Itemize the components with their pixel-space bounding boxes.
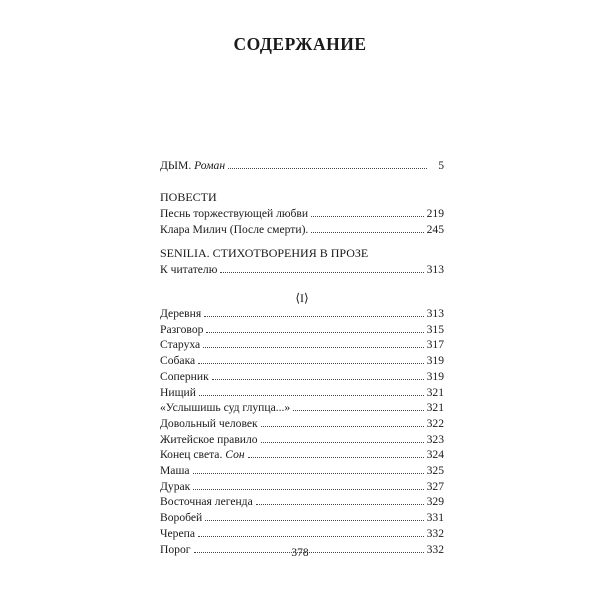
leader-dots bbox=[198, 363, 423, 364]
toc-entry-page: 245 bbox=[426, 223, 444, 236]
toc-entry[interactable] bbox=[160, 494, 444, 510]
toc-entry-page: 332 bbox=[426, 542, 444, 556]
page-number: 378 bbox=[291, 547, 309, 559]
leader-dots bbox=[248, 457, 424, 458]
toc-entry-page: 331 bbox=[426, 511, 444, 525]
toc-entry-page: 315 bbox=[426, 322, 444, 336]
toc-entry-label: Житейское правило bbox=[160, 432, 258, 446]
toc-entry-genre: Роман bbox=[194, 159, 226, 172]
toc-entry-label: Песнь торжествующей любви bbox=[160, 207, 309, 220]
section-heading-povesti: ПОВЕСТИ bbox=[160, 190, 217, 204]
toc-entry-page: 327 bbox=[426, 479, 444, 493]
toc-entry[interactable] bbox=[160, 526, 444, 542]
section-heading-senilia: SENILIA. СТИХОТВОРЕНИЯ В ПРОЗЕ bbox=[160, 246, 369, 260]
toc-entry-label: Порог bbox=[160, 542, 191, 556]
leader-dots bbox=[261, 426, 424, 427]
toc-entry[interactable] bbox=[160, 337, 444, 353]
toc-entry[interactable] bbox=[160, 447, 444, 463]
leader-dots bbox=[205, 520, 423, 521]
leader-dots bbox=[204, 316, 423, 317]
toc-entry[interactable] bbox=[160, 353, 444, 369]
leader-dots bbox=[261, 442, 424, 443]
toc-entry-label: Восточная легенда bbox=[160, 495, 253, 509]
leader-dots bbox=[212, 379, 424, 380]
leader-dots bbox=[198, 536, 424, 537]
toc-entry-page: 319 bbox=[426, 354, 444, 368]
toc-entry-page: 325 bbox=[426, 464, 444, 477]
toc-entry[interactable] bbox=[160, 222, 444, 238]
leader-dots bbox=[256, 504, 424, 505]
toc-entry-label: Разговор bbox=[160, 322, 204, 336]
leader-dots bbox=[193, 489, 423, 490]
toc-entry[interactable] bbox=[160, 432, 444, 448]
leader-dots bbox=[293, 410, 423, 411]
toc-entry-page: 329 bbox=[426, 495, 444, 509]
toc-entry-label: Конец света. bbox=[160, 448, 226, 462]
leader-dots bbox=[228, 168, 427, 169]
toc-entry[interactable] bbox=[160, 510, 444, 526]
toc-entry-page: 321 bbox=[426, 401, 444, 415]
toc-entry-dym[interactable] bbox=[160, 158, 444, 174]
leader-dots bbox=[203, 347, 423, 348]
toc-entry-page: 324 bbox=[426, 448, 444, 462]
toc-entry-label: Старуха bbox=[160, 338, 201, 352]
toc-entry[interactable] bbox=[160, 206, 444, 222]
toc-entry-page: 332 bbox=[426, 526, 444, 540]
toc-entry-label: Соперник bbox=[160, 369, 209, 383]
toc-entry-page: 5 bbox=[438, 159, 444, 172]
toc-entry-label: Черепа bbox=[160, 526, 195, 540]
leader-dots bbox=[220, 272, 423, 273]
leader-dots bbox=[206, 332, 423, 333]
toc-entry-label: Деревня bbox=[160, 307, 202, 320]
toc-entry[interactable] bbox=[160, 463, 444, 479]
toc-entry-label: Воробей bbox=[160, 511, 203, 525]
toc-entry-label: Дурак bbox=[160, 479, 191, 493]
toc-entry-page: 321 bbox=[426, 385, 444, 399]
toc-entry-genre: Сон bbox=[225, 448, 245, 462]
toc-entry-label: К читателю bbox=[160, 263, 218, 276]
toc-entry[interactable] bbox=[160, 262, 444, 278]
toc-entry-page: 317 bbox=[426, 338, 444, 352]
toc-entry-label: Маша bbox=[160, 464, 190, 477]
toc-entry-label: Клара Милич (После смерти). bbox=[160, 223, 309, 236]
leader-dots bbox=[311, 232, 423, 233]
leader-dots bbox=[193, 473, 424, 474]
toc-entry[interactable] bbox=[160, 385, 444, 401]
toc-entry-page: 322 bbox=[426, 416, 444, 430]
toc-entry-page: 313 bbox=[426, 307, 444, 320]
toc-entry-page: 319 bbox=[426, 369, 444, 383]
toc-entry-page: 323 bbox=[426, 432, 444, 446]
toc-entry[interactable] bbox=[160, 479, 444, 495]
toc-entry[interactable] bbox=[160, 322, 444, 338]
toc-entry-label: «Услышишь суд глупца...» bbox=[160, 401, 291, 415]
toc-entry[interactable] bbox=[160, 416, 444, 432]
toc-entry[interactable] bbox=[160, 400, 444, 416]
leader-dots bbox=[311, 216, 424, 217]
page-title: СОДЕРЖАНИЕ bbox=[233, 34, 367, 54]
toc-entry-label: Довольный человек bbox=[160, 416, 258, 430]
toc-entry-label: Собака bbox=[160, 354, 196, 368]
toc-entry-page: 219 bbox=[426, 207, 444, 220]
toc-entry[interactable] bbox=[160, 369, 444, 385]
leader-dots bbox=[199, 395, 424, 396]
toc-entry-label: Нищий bbox=[160, 385, 196, 399]
part-marker: ⟨I⟩ bbox=[295, 291, 309, 305]
toc-entry-label: ДЫМ. bbox=[160, 159, 195, 172]
toc-entry[interactable] bbox=[160, 306, 444, 322]
toc-entry-page: 313 bbox=[426, 263, 444, 276]
